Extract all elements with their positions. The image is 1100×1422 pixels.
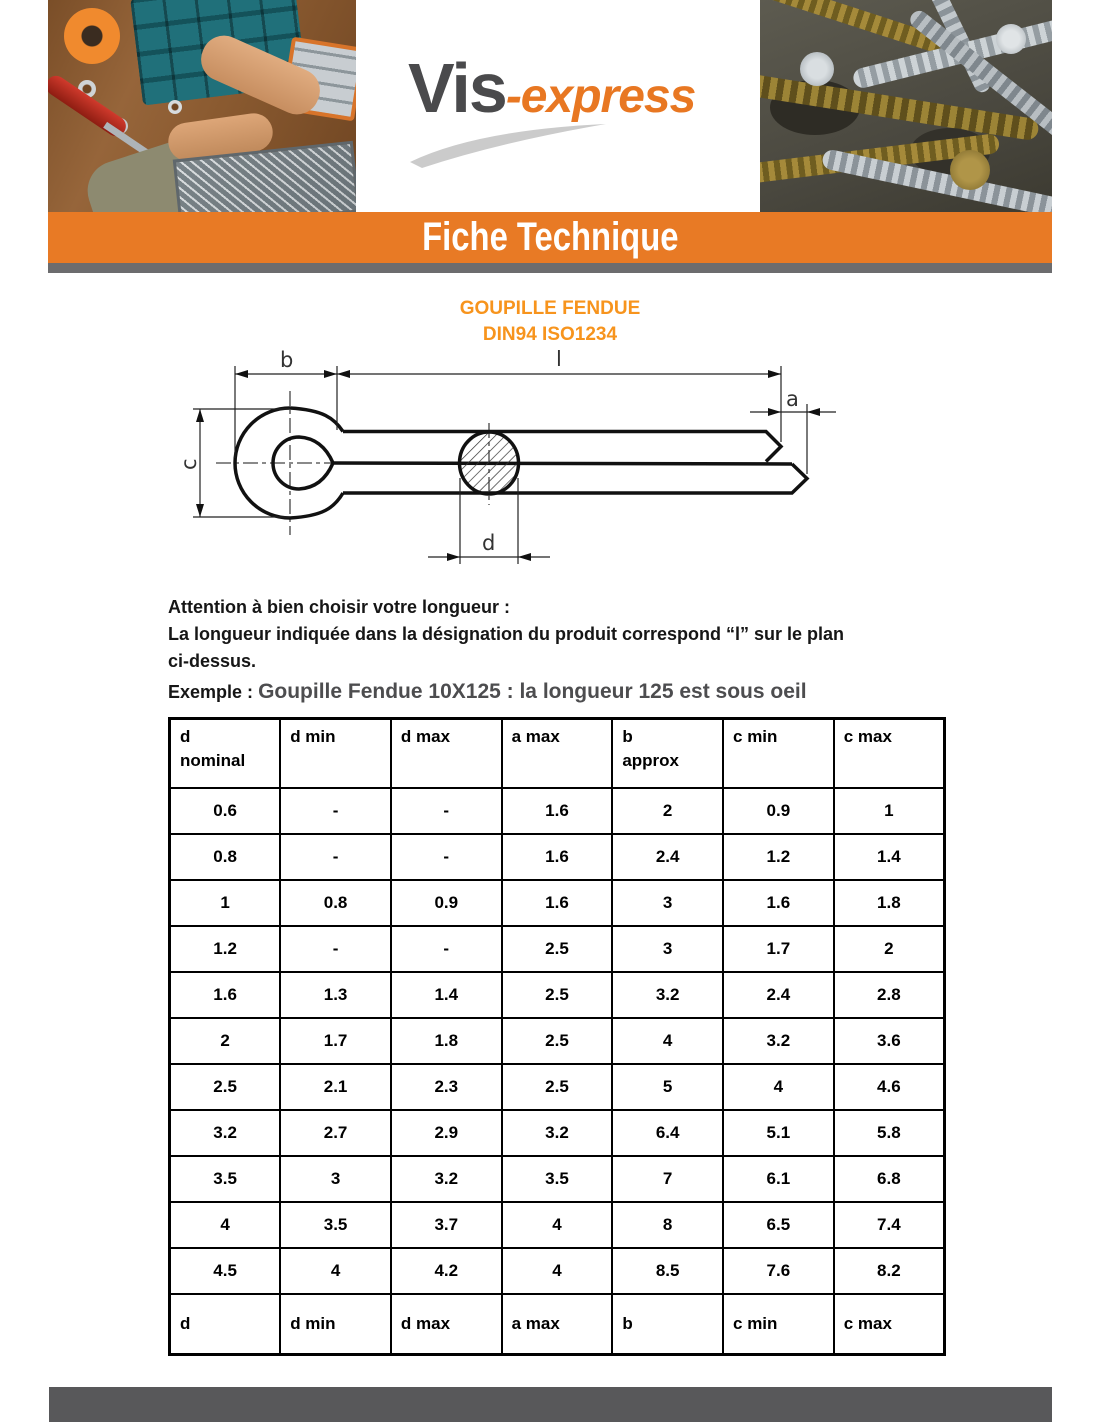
note-line: La longueur indiquée dans la désignation du produit correspond “l” sur le plan (168, 624, 845, 644)
table-cell: - (391, 834, 502, 880)
table-cell: 1.7 (280, 1018, 391, 1064)
column-header: c min (723, 719, 834, 789)
table-cell: 2.5 (502, 1018, 613, 1064)
table-cell: 1.6 (502, 834, 613, 880)
table-cell: 2 (834, 926, 945, 972)
table-cell: 8.5 (612, 1248, 723, 1294)
table-row (170, 926, 945, 972)
banner (48, 212, 1052, 263)
table-cell: 6.8 (834, 1156, 945, 1202)
spec-table-body (170, 788, 945, 1294)
table-cell: 3.2 (391, 1156, 502, 1202)
washer-art (168, 100, 182, 114)
table-cell: 1 (170, 880, 281, 926)
dim-label-a: a (786, 387, 799, 411)
table-cell: 0.9 (391, 880, 502, 926)
table-cell: 7 (612, 1156, 723, 1202)
table-cell: 3.2 (170, 1110, 281, 1156)
measuring-tape-art (64, 8, 120, 64)
table-cell: 5 (612, 1064, 723, 1110)
table-cell: 2 (612, 788, 723, 834)
dim-label-c: c (177, 458, 201, 470)
table-cell: 3.6 (834, 1018, 945, 1064)
table-cell: 1.6 (502, 880, 613, 926)
footer-cell: d (170, 1294, 281, 1355)
table-cell: 4 (280, 1248, 391, 1294)
logo-text (408, 48, 695, 128)
screws-photo (760, 0, 1052, 212)
table-cell: 1.4 (834, 834, 945, 880)
column-header: d max (391, 719, 502, 789)
table-cell: 8.2 (834, 1248, 945, 1294)
logo (356, 0, 760, 212)
footer-cell: d max (391, 1294, 502, 1355)
table-cell: 4.6 (834, 1064, 945, 1110)
column-header: a max (502, 719, 613, 789)
table-cell: 0.9 (723, 788, 834, 834)
column-header: d nominal (170, 719, 281, 789)
dimensions-table-head (170, 719, 945, 789)
table-row (170, 788, 945, 834)
table-cell: 8 (612, 1202, 723, 1248)
table-cell: 1.2 (170, 926, 281, 972)
table-cell: 4.5 (170, 1248, 281, 1294)
table-cell: 6.5 (723, 1202, 834, 1248)
logo-swoosh (406, 118, 646, 168)
column-header: d min (280, 719, 391, 789)
table-cell: 1.8 (834, 880, 945, 926)
table-cell: 1.8 (391, 1018, 502, 1064)
footer-cell: c min (723, 1294, 834, 1355)
table-cell: 4 (612, 1018, 723, 1064)
table-row (170, 1156, 945, 1202)
table-cell: 4 (170, 1202, 281, 1248)
table-cell: - (391, 926, 502, 972)
table-row (170, 1110, 945, 1156)
screw-head-art (996, 24, 1026, 54)
footer-bar (49, 1387, 1052, 1422)
table-row (170, 1018, 945, 1064)
table-cell: 2.5 (502, 1064, 613, 1110)
table-cell: 4.2 (391, 1248, 502, 1294)
table-row (170, 1202, 945, 1248)
table-cell: 3 (612, 880, 723, 926)
dim-label-d: d (482, 531, 496, 555)
table-cell: 5.1 (723, 1110, 834, 1156)
note-line: Attention à bien choisir votre longueur : (168, 597, 511, 617)
example-line (168, 678, 958, 706)
table-cell: 3 (280, 1156, 391, 1202)
table-cell: 1.6 (723, 880, 834, 926)
table-cell: 3.7 (391, 1202, 502, 1248)
table-row (170, 972, 945, 1018)
table-cell: 2.5 (502, 926, 613, 972)
column-header: b approx (612, 719, 723, 789)
header-row (170, 719, 945, 789)
table-cell: - (280, 834, 391, 880)
table-cell: - (280, 926, 391, 972)
table-row (170, 1064, 945, 1110)
table-cell: 0.8 (280, 880, 391, 926)
footer-cell: a max (502, 1294, 613, 1355)
table-cell: 7.4 (834, 1202, 945, 1248)
table-cell: 2.5 (170, 1064, 281, 1110)
table-cell: 3.5 (502, 1156, 613, 1202)
table-cell: 1.6 (502, 788, 613, 834)
banner-title: Fiche Technique (421, 215, 679, 259)
table-cell: 3 (612, 926, 723, 972)
table-row (170, 834, 945, 880)
table-cell: 4 (502, 1248, 613, 1294)
product-name: GOUPILLE FENDUE (459, 298, 641, 319)
table-cell: 1.6 (170, 972, 281, 1018)
table-cell: 2.8 (834, 972, 945, 1018)
table-cell: - (280, 788, 391, 834)
table-row (170, 1248, 945, 1294)
cotter-pin-drawing (165, 350, 855, 585)
product-standard: DIN94 ISO1234 (482, 324, 618, 345)
table-row (170, 880, 945, 926)
dimensions-table-foot (170, 1294, 945, 1355)
column-header: c max (834, 719, 945, 789)
table-cell: 3.2 (723, 1018, 834, 1064)
table-cell: 2.1 (280, 1064, 391, 1110)
table-cell: 2 (170, 1018, 281, 1064)
banner-underline (48, 263, 1052, 273)
table-cell: 2.7 (280, 1110, 391, 1156)
example-text: Goupille Fendue 10X125 : la longueur 125 est sous oeil (258, 680, 807, 703)
table-cell: 5.8 (834, 1110, 945, 1156)
footer-row (170, 1294, 945, 1355)
table-cell: 1.2 (723, 834, 834, 880)
footer-cell: d min (280, 1294, 391, 1355)
table-cell: 3.5 (170, 1156, 281, 1202)
product-title (0, 296, 1100, 348)
table-cell: 0.8 (170, 834, 281, 880)
table-cell: 3.5 (280, 1202, 391, 1248)
table-cell: 1.7 (723, 926, 834, 972)
table-cell: 2.5 (502, 972, 613, 1018)
table-cell: 6.4 (612, 1110, 723, 1156)
logo-suffix: -express (505, 70, 696, 123)
footer-cell: b (612, 1294, 723, 1355)
example-label: Exemple : (168, 682, 254, 702)
footer-cell: c max (834, 1294, 945, 1355)
dim-label-l: l (556, 350, 562, 371)
table-cell: 2.4 (723, 972, 834, 1018)
table-cell: 7.6 (723, 1248, 834, 1294)
table-cell: 1.4 (391, 972, 502, 1018)
note-line: ci-dessus. (168, 651, 257, 671)
table-cell: 3.2 (612, 972, 723, 1018)
table-cell: 0.6 (170, 788, 281, 834)
dimensions-table (168, 717, 946, 1356)
logo-brand: Vis (408, 49, 506, 127)
table-cell: 1.3 (280, 972, 391, 1018)
table-cell: - (391, 788, 502, 834)
table-cell: 1 (834, 788, 945, 834)
table-cell: 2.3 (391, 1064, 502, 1110)
length-notes (168, 594, 958, 706)
table-cell: 2.4 (612, 834, 723, 880)
table-cell: 6.1 (723, 1156, 834, 1202)
screw-head-art (800, 52, 834, 86)
dim-label-b: b (280, 350, 294, 372)
workbench-photo (48, 0, 356, 212)
table-cell: 3.2 (502, 1110, 613, 1156)
table-cell: 4 (723, 1064, 834, 1110)
table-cell: 2.9 (391, 1110, 502, 1156)
table-cell: 4 (502, 1202, 613, 1248)
screw-head-art (950, 150, 990, 190)
